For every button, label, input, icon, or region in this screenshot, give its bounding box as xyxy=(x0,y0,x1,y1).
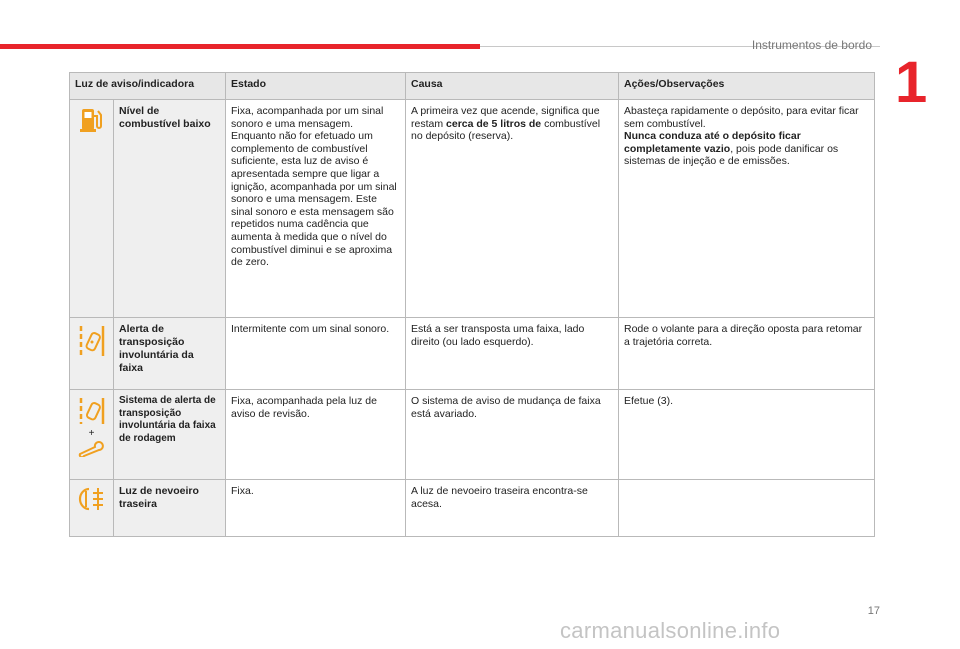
light-name: Nível de combustível baixo xyxy=(114,100,226,318)
plus-sign: + xyxy=(88,428,95,439)
lane-departure-icon xyxy=(77,324,107,358)
icon-cell xyxy=(70,390,114,480)
table-row xyxy=(70,318,875,390)
actions-text: Abasteça rapidamente o depósito, para evitar ficar sem combustível. Nunca conduza até o depósito ficar completamente vazio, pois pode danificar os sistemas de injeção e de emissões. xyxy=(619,100,875,318)
wrench-icon xyxy=(78,441,106,457)
chapter-number: 1 xyxy=(895,50,928,115)
state-text: Fixa, acompanhada por um sinal sonoro e uma mensagem. Enquanto não for efetuado um complemento de combustível suficiente, esta luz de aviso é apresentada sempre que ligar a ignição, acompanhada por um sinal sonoro e uma mensagem. Este sinal sonoro e esta mensagem são repetidos numa cadência que aumenta à medida que o nível do combustível diminui e se aproxima de zero. xyxy=(226,100,406,318)
actions-text: Efetue (3). xyxy=(619,390,875,480)
light-name: Alerta de transposição involuntária da faixa xyxy=(114,318,226,390)
warning-lights-table xyxy=(69,72,875,537)
column-header-state: Estado xyxy=(226,73,406,100)
column-header-cause: Causa xyxy=(406,73,619,100)
column-header-light: Luz de aviso/indicadora xyxy=(70,73,226,100)
cause-text: O sistema de aviso de mudança de faixa está avariado. xyxy=(406,390,619,480)
cause-text: Está a ser transposta uma faixa, lado direito (ou lado esquerdo). xyxy=(406,318,619,390)
table-row xyxy=(70,390,875,480)
state-text: Intermitente com um sinal sonoro. xyxy=(226,318,406,390)
lane-departure-service-icon xyxy=(77,396,107,426)
column-header-actions: Ações/Observações xyxy=(619,73,875,100)
header-accent-bar xyxy=(0,44,480,49)
fuel-pump-icon xyxy=(79,106,105,134)
icon-cell xyxy=(70,100,114,318)
icon-cell xyxy=(70,318,114,390)
table-row xyxy=(70,480,875,537)
actions-text: Rode o volante para a direção oposta para retomar a trajetória correta. xyxy=(619,318,875,390)
icon-cell xyxy=(70,480,114,537)
light-name: Sistema de alerta de transposição involuntária da faixa de rodagem xyxy=(114,390,226,480)
section-title: Instrumentos de bordo xyxy=(751,38,872,52)
cause-text: A luz de nevoeiro traseira encontra-se acesa. xyxy=(406,480,619,537)
cause-text: A primeira vez que acende, significa que restam cerca de 5 litros de combustível no depósito (reserva). xyxy=(406,100,619,318)
rear-fog-light-icon xyxy=(78,486,106,512)
table-header-row xyxy=(70,73,875,100)
page-number: 17 xyxy=(867,605,880,617)
state-text: Fixa. xyxy=(226,480,406,537)
table-row xyxy=(70,100,875,318)
state-text: Fixa, acompanhada pela luz de aviso de revisão. xyxy=(226,390,406,480)
light-name: Luz de nevoeiro traseira xyxy=(114,480,226,537)
actions-text xyxy=(619,480,875,537)
watermark: carmanualsonline.info xyxy=(560,618,781,643)
